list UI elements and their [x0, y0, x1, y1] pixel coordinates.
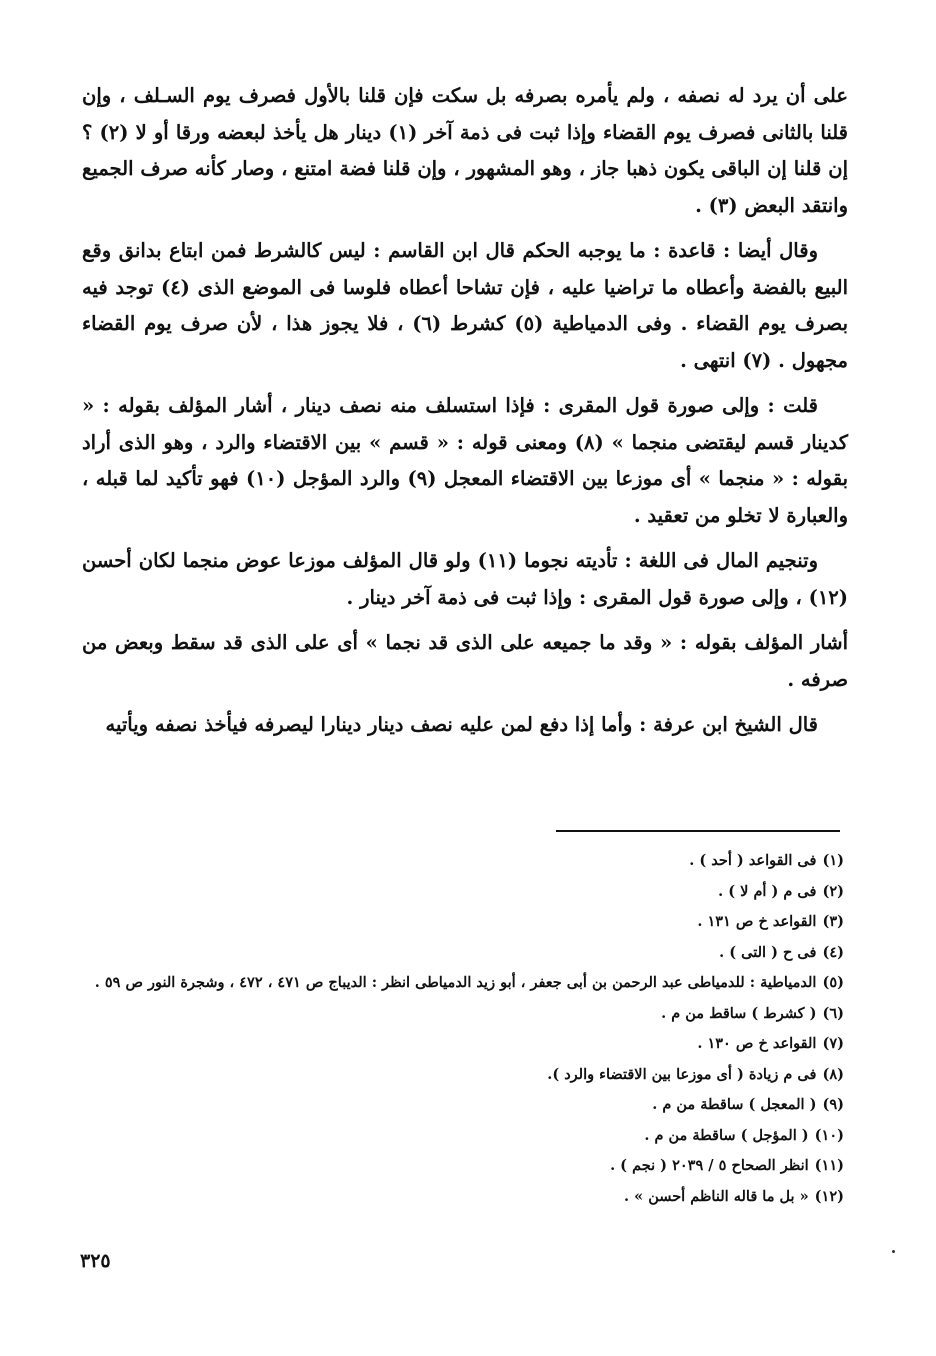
footnote-text: ( كشرط ) ساقط من م .	[661, 1004, 817, 1022]
footnote-separator	[556, 830, 840, 832]
page-number: ٣٢٥	[80, 1250, 111, 1272]
footnote-number: (٥)	[822, 974, 844, 991]
footnote-text: ( المؤجل ) ساقطة من م .	[644, 1126, 809, 1144]
footnote-text: انظر الصحاح ٥ / ٢٠٣٩ ( نجم ) .	[610, 1157, 809, 1174]
footnote-item	[76, 1060, 844, 1091]
footnote-number: (١١)	[814, 1157, 844, 1174]
footnote-number: (١)	[822, 852, 844, 869]
footnote-number: (٩)	[822, 1096, 844, 1113]
paragraph: على أن يرد له نصفه ، ولم يأمره بصرفه بل سكت فإن قلنا بالأول فصرف يوم السـلف ، وإن قلنا بالثانى فصرف يوم القضاء وإذا ثبت فى ذمة آخر (١) دينار هل يأخذ لبعضه ورقا أو لا (٢) ؟ إن قلنا إن الباقى يكون ذهبا جاز ، وهو المشهور ، وإن قلنا فضة امتنع ، وصار كأنه صرف الجميع وانتقد البعض (٣) .	[82, 84, 848, 217]
footnote-item	[76, 968, 844, 999]
footnote-text: القواعد خ ص ١٣٠ .	[697, 1035, 817, 1052]
footnote-text: « بل ما قاله الناظم أحسن » .	[624, 1187, 809, 1205]
footnote-text: ( المعجل ) ساقطة من م .	[652, 1096, 817, 1113]
footnote-item	[76, 1182, 844, 1213]
main-text	[82, 78, 848, 753]
footnote-number: (٦)	[822, 1004, 844, 1022]
footnote-item	[76, 999, 844, 1030]
paragraph: أشار المؤلف بقوله : « وقد ما جميعه على الذى قد نجما » أى على الذى قد سقط وبعض من صرفه .	[82, 631, 848, 691]
footnote-number: (٣)	[822, 913, 844, 930]
footnote-item	[76, 1151, 844, 1182]
footnote-number: (٢)	[822, 882, 844, 900]
footnote-number: (٧)	[822, 1035, 844, 1052]
footnote-number: (٤)	[822, 943, 844, 961]
footnote-item	[76, 1090, 844, 1121]
paragraph: قلت : وإلى صورة قول المقرى : فإذا استسلف منه نصف دينار ، أشار المؤلف بقوله : « كدينار قسم ليقتضى منجما » (٨) ومعنى قوله : « قسم » بين الاقتضاء والرد ، وهو الذى أراد بقوله : « منجما » أى موزعا بين الاقتضاء المعجل (٩) والرد المؤجل (١٠) فهو تأكيد لما قبله ، والعبارة لا تخلو من تعقيد .	[82, 394, 848, 527]
footnote-number: (١٢)	[814, 1187, 844, 1205]
footnote-item	[76, 877, 844, 908]
footnote-text: القواعد خ ص ١٣١ .	[697, 913, 817, 930]
paragraph: قال الشيخ ابن عرفة : وأما إذا دفع لمن عليه نصف دينار دينارا ليصرفه فيأخذ نصفه ويأتيه	[105, 713, 818, 736]
paragraph: وقال أيضا : قاعدة : ما يوجبه الحكم قال ابن القاسم : ليس كالشرط فمن ابتاع بدانق وقع البيع بالفضة وأعطاه ما تراضيا عليه ، فإن تشاحا أعطاه فلوسا فى الموضع الذى (٤) توجد فيه بصرف يوم القضاء . وفى الدمياطية (٥) كشرط (٦) ، فلا يجوز هذا ، لأن صرف يوم القضاء مجهول . (٧) انتهى .	[82, 239, 849, 372]
footnote-text: الدمياطية : للدمياطى عبد الرحمن بن أبى جعفر ، أبو زيد الدمياطى انظر : الديباج ص ٤٧١ ، ٤٧٢ ، وشجرة النور ص ٥٩ .	[94, 974, 817, 991]
footnote-number: (٨)	[822, 1065, 844, 1083]
footnote-text: فى القواعد ( أحد ) .	[689, 852, 817, 869]
footnote-item	[76, 1121, 844, 1152]
scan-speck	[892, 1250, 895, 1253]
paragraph: وتنجيم المال فى اللغة : تأديته نجوما (١١) ولو قال المؤلف موزعا عوض منجما لكان أحسن (١٢) ، وإلى صورة قول المقرى : وإذا ثبت فى ذمة آخر دينار .	[82, 549, 848, 609]
footnote-item	[76, 938, 844, 969]
footnote-text: فى م زيادة ( أى موزعا بين الاقتضاء والرد ).	[547, 1065, 817, 1083]
footnotes	[76, 846, 844, 1212]
footnote-number: (١٠)	[814, 1126, 844, 1144]
footnote-item	[76, 907, 844, 938]
footnote-item	[76, 846, 844, 877]
footnote-text: فى ح ( التى ) .	[719, 943, 817, 961]
footnote-item	[76, 1029, 844, 1060]
footnote-text: فى م ( أم لا ) .	[718, 882, 817, 900]
